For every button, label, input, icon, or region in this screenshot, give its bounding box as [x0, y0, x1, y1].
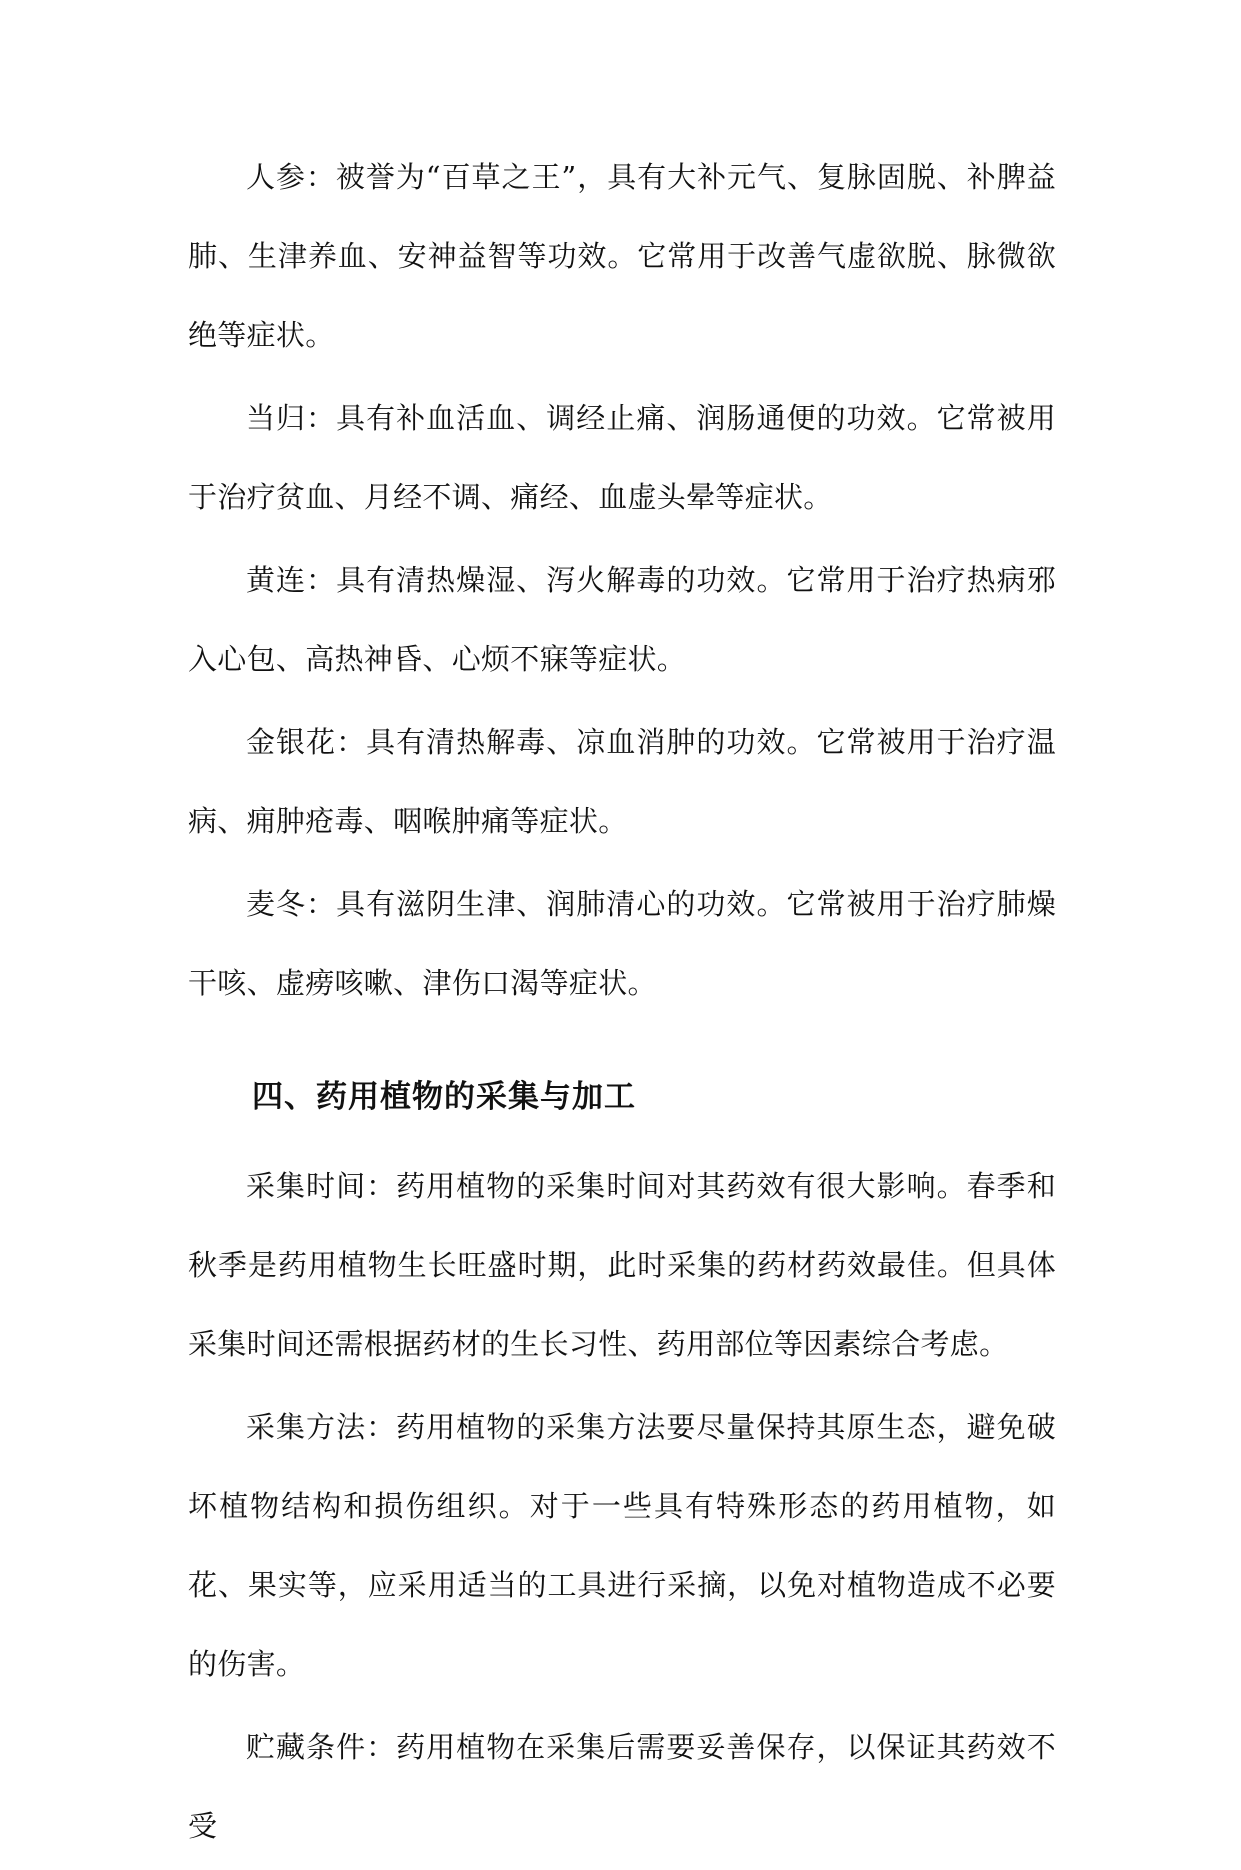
section-heading: 四、药用植物的采集与加工 — [252, 1079, 636, 1115]
paragraph-honeysuckle: 金银花：具有清热解毒、凉血消肿的功效。它常被用于治疗温病、痈肿疮毒、咽喉肿痛等症状。 — [188, 725, 1056, 838]
paragraph-storage-conditions: 贮藏条件：药用植物在采集后需要妥善保存，以保证其药效不受 — [188, 1730, 1056, 1843]
paragraph-angelica: 当归：具有补血活血、调经止痛、润肠通便的功效。它常被用于治疗贫血、月经不调、痛经、血虚头晕等症状。 — [188, 401, 1056, 514]
paragraph-ginseng: 人参：被誉为“百草之王”，具有大补元气、复脉固脱、补脾益肺、生津养血、安神益智等功效。它常用于改善气虚欲脱、脉微欲绝等症状。 — [188, 160, 1056, 352]
page-content — [188, 138, 1056, 1870]
paragraph-collection-time: 采集时间：药用植物的采集时间对其药效有很大影响。春季和秋季是药用植物生长旺盛时期，此时采集的药材药效最佳。但具体采集时间还需根据药材的生长习性、药用部位等因素综合考虑。 — [188, 1169, 1056, 1361]
paragraph-collection-method: 采集方法：药用植物的采集方法要尽量保持其原生态，避免破坏植物结构和损伤组织。对于一些具有特殊形态的药用植物，如花、果实等，应采用适当的工具进行采摘，以免对植物造成不必要的伤害。 — [188, 1410, 1056, 1681]
paragraph-coptis: 黄连：具有清热燥湿、泻火解毒的功效。它常用于治疗热病邪入心包、高热神昏、心烦不寐等症状。 — [188, 563, 1056, 676]
paragraph-ophiopogon: 麦冬：具有滋阴生津、润肺清心的功效。它常被用于治疗肺燥干咳、虚痨咳嗽、津伤口渴等症状。 — [188, 887, 1056, 1000]
